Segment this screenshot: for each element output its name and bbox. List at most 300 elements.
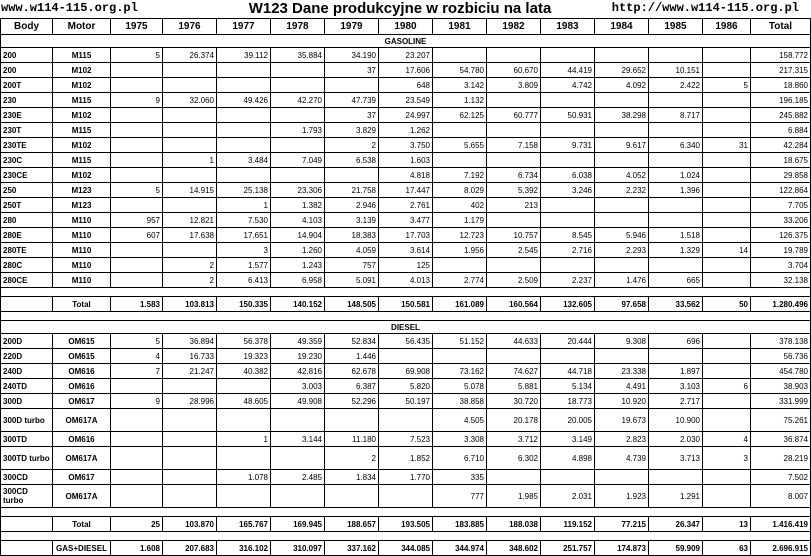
motor-cell: OM617A <box>53 409 111 432</box>
year-cell <box>433 258 487 273</box>
year-cell: 36.894 <box>163 334 217 349</box>
year-cell: 1.834 <box>325 470 379 485</box>
year-cell: 6.340 <box>649 138 703 153</box>
year-total-cell: 150.335 <box>217 297 271 312</box>
year-total-cell: 25 <box>111 517 163 532</box>
col-header: Body <box>1 19 53 35</box>
year-cell: 7 <box>111 364 163 379</box>
col-header: 1975 <box>111 19 163 35</box>
year-total-cell: 337.162 <box>325 541 379 556</box>
year-cell: 1.476 <box>595 273 649 288</box>
year-cell: 37 <box>325 63 379 78</box>
year-cell: 957 <box>111 213 163 228</box>
motor-cell: M110 <box>53 273 111 288</box>
body-cell: 280E <box>1 228 53 243</box>
year-cell: 2.485 <box>271 470 325 485</box>
row-total-cell: 32.138 <box>751 273 811 288</box>
year-cell: 30.720 <box>487 394 541 409</box>
year-cell <box>703 334 751 349</box>
section-row <box>1 35 811 48</box>
year-total-cell: 103.813 <box>163 297 217 312</box>
year-cell: 1.396 <box>649 183 703 198</box>
year-cell: 26.374 <box>163 48 217 63</box>
year-cell <box>163 168 217 183</box>
year-cell: 3.809 <box>487 78 541 93</box>
year-cell: 21.247 <box>163 364 217 379</box>
year-cell: 7.192 <box>433 168 487 183</box>
year-total-cell: 59.909 <box>649 541 703 556</box>
year-cell: 20.178 <box>487 409 541 432</box>
year-cell: 777 <box>433 485 487 508</box>
year-cell: 25.138 <box>217 183 271 198</box>
motor-cell: OM615 <box>53 349 111 364</box>
row-total-cell: 378.138 <box>751 334 811 349</box>
watermark-right: http://www.w114-115.org.pl <box>611 1 799 15</box>
year-cell: 9 <box>111 93 163 108</box>
spacer-row <box>1 312 811 321</box>
table-row <box>1 138 811 153</box>
row-total-cell: 331.999 <box>751 394 811 409</box>
year-cell: 3.139 <box>325 213 379 228</box>
year-cell <box>649 93 703 108</box>
body-cell: 200 <box>1 48 53 63</box>
year-cell <box>703 258 751 273</box>
grand-total-cell: 1.416.419 <box>751 517 811 532</box>
year-cell: 3.750 <box>379 138 433 153</box>
year-cell: 7.523 <box>379 432 433 447</box>
year-cell: 1.897 <box>649 364 703 379</box>
year-cell: 37 <box>325 108 379 123</box>
year-cell: 52.834 <box>325 334 379 349</box>
spacer-cell <box>1 312 811 321</box>
year-cell: 2 <box>163 273 217 288</box>
motor-cell: OM616 <box>53 432 111 447</box>
table-row <box>1 198 811 213</box>
row-total-cell: 75.261 <box>751 409 811 432</box>
table-row <box>1 334 811 349</box>
year-cell <box>703 394 751 409</box>
year-total-cell: 310.097 <box>271 541 325 556</box>
year-cell: 62.125 <box>433 108 487 123</box>
body-cell: 280 <box>1 213 53 228</box>
table-row <box>1 168 811 183</box>
year-cell: 2.293 <box>595 243 649 258</box>
year-cell: 73.162 <box>433 364 487 379</box>
section-total-row <box>1 297 811 312</box>
year-cell <box>271 409 325 432</box>
year-cell: 44.633 <box>487 334 541 349</box>
year-cell <box>703 108 751 123</box>
year-cell: 5.655 <box>433 138 487 153</box>
col-header: 1976 <box>163 19 217 35</box>
year-cell: 3.142 <box>433 78 487 93</box>
year-cell: 51.152 <box>433 334 487 349</box>
year-cell <box>703 213 751 228</box>
motor-cell: M102 <box>53 78 111 93</box>
year-cell <box>649 48 703 63</box>
year-cell: 47.739 <box>325 93 379 108</box>
year-cell <box>379 349 433 364</box>
year-cell: 9.731 <box>541 138 595 153</box>
year-cell: 1 <box>217 198 271 213</box>
year-cell <box>541 349 595 364</box>
year-cell <box>703 123 751 138</box>
body-cell: 230C <box>1 153 53 168</box>
year-cell: 2 <box>325 138 379 153</box>
year-cell <box>703 153 751 168</box>
table-row <box>1 93 811 108</box>
watermark-left: www.w114-115.org.pl <box>1 1 138 15</box>
year-total-cell: 193.505 <box>379 517 433 532</box>
year-cell <box>703 198 751 213</box>
spacer-row <box>1 288 811 297</box>
year-cell: 5 <box>111 48 163 63</box>
body-cell: 200D <box>1 334 53 349</box>
year-cell: 1.132 <box>433 93 487 108</box>
year-cell <box>541 213 595 228</box>
year-cell: 12.821 <box>163 213 217 228</box>
year-cell <box>595 198 649 213</box>
year-cell <box>595 153 649 168</box>
table-row <box>1 379 811 394</box>
year-cell <box>703 349 751 364</box>
year-cell: 4.739 <box>595 447 649 470</box>
year-cell: 38.298 <box>595 108 649 123</box>
year-cell <box>649 198 703 213</box>
body-cell: 240D <box>1 364 53 379</box>
year-cell <box>487 349 541 364</box>
table-row <box>1 63 811 78</box>
year-cell: 28.996 <box>163 394 217 409</box>
row-total-cell: 18.860 <box>751 78 811 93</box>
year-cell: 1.329 <box>649 243 703 258</box>
year-cell: 3.003 <box>271 379 325 394</box>
table-row <box>1 447 811 470</box>
year-cell: 7.158 <box>487 138 541 153</box>
year-cell <box>487 93 541 108</box>
year-cell <box>433 48 487 63</box>
year-cell <box>649 213 703 228</box>
year-cell: 4.505 <box>433 409 487 432</box>
motor-cell: OM617A <box>53 485 111 508</box>
year-cell: 60.777 <box>487 108 541 123</box>
year-cell <box>271 108 325 123</box>
year-cell: 5 <box>111 334 163 349</box>
motor-cell: M102 <box>53 63 111 78</box>
table-row <box>1 394 811 409</box>
year-total-cell: 344.974 <box>433 541 487 556</box>
year-cell: 3.308 <box>433 432 487 447</box>
motor-cell: OM617 <box>53 470 111 485</box>
year-total-cell: 344.085 <box>379 541 433 556</box>
total-label: GAS+DIESEL <box>53 541 111 556</box>
body-cell <box>1 517 53 532</box>
year-cell: 3.713 <box>649 447 703 470</box>
year-cell <box>487 258 541 273</box>
year-cell: 17.447 <box>379 183 433 198</box>
year-cell: 34.190 <box>325 48 379 63</box>
year-cell <box>271 78 325 93</box>
row-total-cell: 29.858 <box>751 168 811 183</box>
table-row <box>1 213 811 228</box>
year-cell: 1.603 <box>379 153 433 168</box>
year-cell: 7.049 <box>271 153 325 168</box>
year-cell <box>111 432 163 447</box>
year-total-cell: 161.089 <box>433 297 487 312</box>
body-cell: 230 <box>1 93 53 108</box>
row-total-cell: 28.219 <box>751 447 811 470</box>
grand-total-cell: 1.280.496 <box>751 297 811 312</box>
motor-cell: M110 <box>53 228 111 243</box>
table-row <box>1 349 811 364</box>
year-cell: 607 <box>111 228 163 243</box>
year-cell <box>379 409 433 432</box>
year-cell: 17.651 <box>217 228 271 243</box>
year-cell: 1.262 <box>379 123 433 138</box>
year-cell: 4.059 <box>325 243 379 258</box>
year-cell: 5.392 <box>487 183 541 198</box>
motor-cell: M115 <box>53 153 111 168</box>
year-cell: 19.673 <box>595 409 649 432</box>
motor-cell: M115 <box>53 123 111 138</box>
section-title: GASOLINE <box>1 35 811 48</box>
year-cell: 49.426 <box>217 93 271 108</box>
year-cell <box>271 138 325 153</box>
year-cell <box>649 153 703 168</box>
year-cell: 4.742 <box>541 78 595 93</box>
table-row <box>1 409 811 432</box>
row-total-cell: 36.874 <box>751 432 811 447</box>
body-cell: 220D <box>1 349 53 364</box>
table-row <box>1 78 811 93</box>
year-cell <box>163 138 217 153</box>
year-cell: 3 <box>703 447 751 470</box>
year-cell <box>111 243 163 258</box>
row-total-cell: 217.315 <box>751 63 811 78</box>
year-cell: 1.518 <box>649 228 703 243</box>
year-cell <box>111 63 163 78</box>
row-total-cell: 6.884 <box>751 123 811 138</box>
year-cell <box>111 258 163 273</box>
year-total-cell: 165.767 <box>217 517 271 532</box>
year-total-cell: 148.505 <box>325 297 379 312</box>
year-cell: 7.530 <box>217 213 271 228</box>
year-cell <box>163 123 217 138</box>
year-cell: 8.029 <box>433 183 487 198</box>
year-cell <box>163 63 217 78</box>
year-cell: 60.670 <box>487 63 541 78</box>
col-header: 1984 <box>595 19 649 35</box>
year-cell <box>217 168 271 183</box>
year-cell <box>271 168 325 183</box>
year-cell <box>325 168 379 183</box>
year-cell: 1.382 <box>271 198 325 213</box>
spacer-cell <box>1 288 811 297</box>
year-cell: 2.717 <box>649 394 703 409</box>
year-cell: 1.793 <box>271 123 325 138</box>
body-cell: 250T <box>1 198 53 213</box>
year-cell: 6.387 <box>325 379 379 394</box>
year-cell: 2.761 <box>379 198 433 213</box>
year-total-cell: 174.873 <box>595 541 649 556</box>
year-total-cell: 140.152 <box>271 297 325 312</box>
year-cell: 757 <box>325 258 379 273</box>
year-cell: 3 <box>217 243 271 258</box>
grand-total-cell: 2.696.915 <box>751 541 811 556</box>
year-cell: 1.923 <box>595 485 649 508</box>
year-cell: 10.900 <box>649 409 703 432</box>
year-cell: 3.614 <box>379 243 433 258</box>
year-total-cell: 97.658 <box>595 297 649 312</box>
table-row <box>1 183 811 198</box>
year-cell: 6.734 <box>487 168 541 183</box>
year-cell <box>433 349 487 364</box>
col-header: 1986 <box>703 19 751 35</box>
row-total-cell: 196.185 <box>751 93 811 108</box>
motor-cell: M123 <box>53 198 111 213</box>
year-cell: 50.931 <box>541 108 595 123</box>
year-cell <box>271 447 325 470</box>
motor-cell: M110 <box>53 243 111 258</box>
year-total-cell: 77.215 <box>595 517 649 532</box>
year-cell: 5.091 <box>325 273 379 288</box>
year-cell: 16.733 <box>163 349 217 364</box>
year-cell <box>111 409 163 432</box>
table-row <box>1 258 811 273</box>
year-cell <box>541 93 595 108</box>
year-cell: 32.060 <box>163 93 217 108</box>
year-total-cell: 169.945 <box>271 517 325 532</box>
total-label: Total <box>53 517 111 532</box>
year-cell: 213 <box>487 198 541 213</box>
year-cell <box>379 485 433 508</box>
year-cell: 3.149 <box>541 432 595 447</box>
table-row <box>1 470 811 485</box>
body-cell: 280C <box>1 258 53 273</box>
motor-cell: M102 <box>53 108 111 123</box>
year-cell: 48.605 <box>217 394 271 409</box>
year-cell: 29.652 <box>595 63 649 78</box>
year-cell: 23.549 <box>379 93 433 108</box>
year-cell <box>111 379 163 394</box>
year-cell: 696 <box>649 334 703 349</box>
body-cell: 280TE <box>1 243 53 258</box>
body-cell: 200 <box>1 63 53 78</box>
year-cell <box>111 198 163 213</box>
year-cell <box>163 447 217 470</box>
table-row <box>1 153 811 168</box>
spacer-row <box>1 508 811 517</box>
year-total-cell: 188.038 <box>487 517 541 532</box>
year-cell <box>217 138 271 153</box>
year-cell <box>487 470 541 485</box>
year-cell: 20.444 <box>541 334 595 349</box>
year-cell <box>325 78 379 93</box>
year-cell: 1.291 <box>649 485 703 508</box>
production-table <box>0 18 811 556</box>
body-cell: 200T <box>1 78 53 93</box>
year-cell: 4.092 <box>595 78 649 93</box>
year-cell: 9.308 <box>595 334 649 349</box>
year-cell: 56.435 <box>379 334 433 349</box>
year-cell: 23.338 <box>595 364 649 379</box>
year-cell: 19.323 <box>217 349 271 364</box>
year-cell: 5.946 <box>595 228 649 243</box>
year-cell: 23.306 <box>271 183 325 198</box>
year-cell: 2 <box>163 258 217 273</box>
col-header: Motor <box>53 19 111 35</box>
year-cell: 1.852 <box>379 447 433 470</box>
year-cell: 12.723 <box>433 228 487 243</box>
table-row <box>1 228 811 243</box>
header-row <box>1 19 811 35</box>
col-header: Total <box>751 19 811 35</box>
year-cell: 3.712 <box>487 432 541 447</box>
row-total-cell: 122.864 <box>751 183 811 198</box>
year-cell <box>217 409 271 432</box>
year-cell: 5.078 <box>433 379 487 394</box>
year-cell: 3.246 <box>541 183 595 198</box>
year-total-cell: 1.583 <box>111 297 163 312</box>
year-cell: 5.134 <box>541 379 595 394</box>
body-cell: 300TD turbo <box>1 447 53 470</box>
year-cell: 1.260 <box>271 243 325 258</box>
col-header: 1983 <box>541 19 595 35</box>
year-cell: 62.678 <box>325 364 379 379</box>
year-cell: 5 <box>111 183 163 198</box>
motor-cell: OM617A <box>53 447 111 470</box>
year-cell <box>111 138 163 153</box>
year-cell: 42.816 <box>271 364 325 379</box>
year-total-cell: 348.602 <box>487 541 541 556</box>
year-cell <box>487 153 541 168</box>
col-header: 1982 <box>487 19 541 35</box>
year-cell: 4 <box>703 432 751 447</box>
year-cell: 2.237 <box>541 273 595 288</box>
year-cell <box>703 409 751 432</box>
motor-cell: OM616 <box>53 379 111 394</box>
row-total-cell: 454.780 <box>751 364 811 379</box>
year-cell <box>703 470 751 485</box>
table-row <box>1 364 811 379</box>
year-total-cell: 63 <box>703 541 751 556</box>
year-cell: 8.717 <box>649 108 703 123</box>
year-cell: 2.774 <box>433 273 487 288</box>
year-cell: 50.197 <box>379 394 433 409</box>
page-title: W123 Dane produkcyjne w rozbiciu na lata <box>248 0 552 17</box>
year-cell: 1.024 <box>649 168 703 183</box>
row-total-cell: 56.736 <box>751 349 811 364</box>
row-total-cell: 7.705 <box>751 198 811 213</box>
motor-cell: M110 <box>53 213 111 228</box>
year-cell: 18.383 <box>325 228 379 243</box>
year-total-cell: 13 <box>703 517 751 532</box>
year-cell <box>163 78 217 93</box>
year-cell: 35.884 <box>271 48 325 63</box>
year-total-cell: 119.152 <box>541 517 595 532</box>
year-cell <box>217 123 271 138</box>
motor-cell: OM615 <box>53 334 111 349</box>
year-cell: 42.270 <box>271 93 325 108</box>
table-body <box>1 35 811 556</box>
table-row <box>1 273 811 288</box>
year-cell: 2.545 <box>487 243 541 258</box>
year-cell: 4.491 <box>595 379 649 394</box>
year-cell: 6.958 <box>271 273 325 288</box>
year-cell: 2.232 <box>595 183 649 198</box>
year-cell <box>111 168 163 183</box>
motor-cell: M102 <box>53 168 111 183</box>
